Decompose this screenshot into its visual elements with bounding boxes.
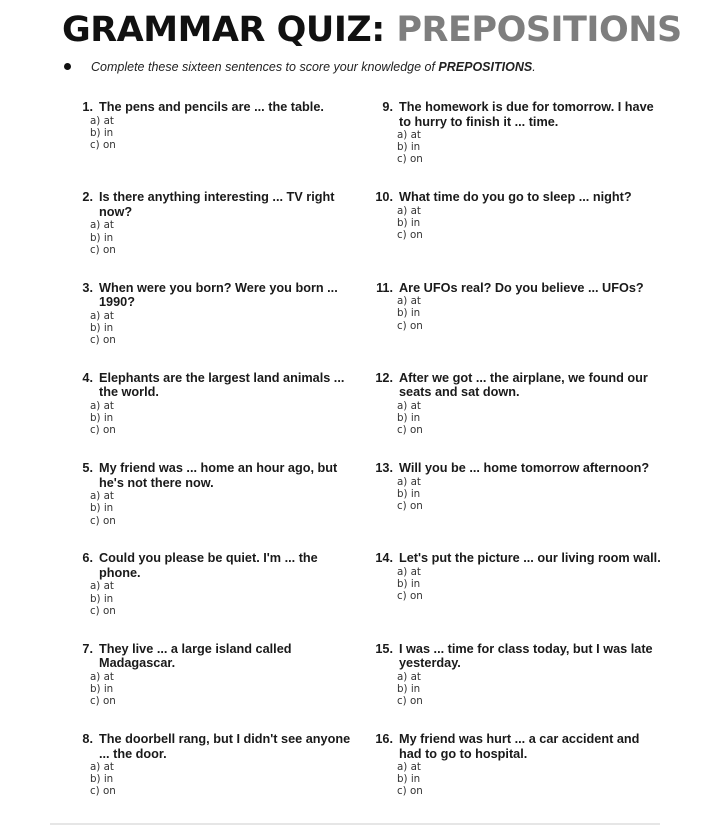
question-text: After we got ... the airplane, we found our seats and sat down. bbox=[399, 370, 648, 400]
question-header bbox=[68, 732, 360, 761]
question-column-right bbox=[365, 100, 665, 822]
question-number: 15. bbox=[375, 641, 393, 656]
question-header bbox=[365, 461, 665, 476]
question-text: When were you born? Were you born ... 1990? bbox=[99, 280, 338, 310]
answer-options bbox=[365, 476, 665, 513]
question-number: 12. bbox=[375, 370, 393, 385]
question-number: 16. bbox=[375, 732, 393, 747]
bullet-icon bbox=[64, 63, 71, 70]
page-title bbox=[62, 6, 682, 54]
answer-option[interactable]: a) at bbox=[90, 670, 114, 683]
answer-option[interactable]: b) in bbox=[397, 682, 421, 695]
answer-option[interactable]: a) at bbox=[397, 761, 421, 774]
answer-option[interactable]: a) at bbox=[397, 399, 421, 412]
answer-option[interactable]: a) at bbox=[90, 490, 114, 503]
question-text: Let's put the picture ... our living room wall. bbox=[399, 551, 661, 566]
answer-option[interactable]: b) in bbox=[90, 502, 114, 515]
question-header bbox=[68, 461, 360, 490]
question-16 bbox=[365, 732, 665, 822]
question-text: Is there anything interesting ... TV right now? bbox=[99, 190, 335, 219]
answer-options bbox=[365, 129, 665, 166]
question-text: The homework is due for tomorrow. I have to hurry to finish it ... time. bbox=[399, 100, 654, 129]
answer-option[interactable]: a) at bbox=[90, 761, 114, 774]
question-text: They live ... a large island called Madagascar. bbox=[99, 641, 292, 671]
answer-option[interactable]: c) on bbox=[90, 243, 116, 256]
question-column-left bbox=[68, 100, 360, 822]
answer-option[interactable]: c) on bbox=[90, 138, 116, 151]
answer-option[interactable]: b) in bbox=[90, 412, 114, 425]
question-header bbox=[68, 100, 360, 115]
question-header bbox=[68, 642, 360, 671]
question-header bbox=[68, 281, 360, 310]
question-text: Are UFOs real? Do you believe ... UFOs? bbox=[399, 280, 644, 295]
question-text: I was ... time for class today, but I was late yesterday. bbox=[399, 641, 653, 671]
question-11 bbox=[365, 281, 665, 371]
answer-options bbox=[68, 490, 360, 527]
answer-option[interactable]: c) on bbox=[397, 153, 423, 166]
answer-options bbox=[68, 115, 360, 152]
question-3 bbox=[68, 281, 360, 371]
question-number: 2. bbox=[82, 190, 93, 205]
answer-option[interactable]: b) in bbox=[397, 487, 421, 500]
answer-option[interactable]: a) at bbox=[397, 475, 421, 488]
answer-option[interactable]: a) at bbox=[90, 399, 114, 412]
answer-option[interactable]: c) on bbox=[90, 695, 116, 708]
answer-options bbox=[68, 580, 360, 617]
question-header bbox=[68, 551, 360, 580]
question-number: 6. bbox=[82, 551, 93, 566]
answer-option[interactable]: b) in bbox=[397, 412, 421, 425]
question-number: 5. bbox=[82, 461, 93, 476]
question-14 bbox=[365, 551, 665, 641]
answer-option[interactable]: b) in bbox=[397, 141, 421, 154]
question-7 bbox=[68, 642, 360, 732]
question-number: 4. bbox=[82, 370, 93, 385]
answer-option[interactable]: c) on bbox=[397, 229, 423, 242]
title-main: GRAMMAR QUIZ: bbox=[62, 10, 397, 50]
answer-option[interactable]: b) in bbox=[90, 126, 114, 139]
answer-options bbox=[68, 219, 360, 256]
question-5 bbox=[68, 461, 360, 551]
answer-option[interactable]: c) on bbox=[397, 424, 423, 437]
bottom-divider bbox=[50, 823, 660, 825]
answer-option[interactable]: b) in bbox=[90, 321, 114, 334]
answer-option[interactable]: a) at bbox=[90, 114, 114, 127]
question-text: My friend was ... home an hour ago, but he's not there now. bbox=[99, 461, 338, 490]
answer-options bbox=[68, 310, 360, 347]
answer-option[interactable]: b) in bbox=[397, 307, 421, 320]
answer-option[interactable]: a) at bbox=[397, 129, 421, 141]
answer-options bbox=[365, 205, 665, 242]
question-header bbox=[365, 371, 665, 400]
question-text: The doorbell rang, but I didn't see anyone ... the door. bbox=[99, 732, 351, 761]
answer-option[interactable]: a) at bbox=[397, 670, 421, 683]
answer-options bbox=[365, 671, 665, 708]
question-text: Elephants are the largest land animals ... the world. bbox=[99, 370, 345, 400]
answer-options bbox=[68, 761, 360, 798]
answer-options bbox=[68, 671, 360, 708]
answer-option[interactable]: c) on bbox=[90, 785, 116, 798]
answer-option[interactable]: a) at bbox=[397, 295, 421, 308]
question-9 bbox=[365, 100, 665, 190]
question-15 bbox=[365, 642, 665, 732]
answer-option[interactable]: c) on bbox=[397, 319, 423, 332]
question-text: Could you please be quiet. I'm ... the phone. bbox=[99, 551, 318, 580]
instructions-text: Complete these sixteen sentences to score your knowledge of bbox=[91, 60, 439, 74]
question-number: 3. bbox=[82, 280, 93, 295]
instructions-emphasis: PREPOSITIONS bbox=[438, 60, 533, 74]
question-text: The pens and pencils are ... the table. bbox=[99, 100, 324, 114]
answer-option[interactable]: b) in bbox=[397, 217, 421, 229]
question-header bbox=[68, 371, 360, 400]
question-4 bbox=[68, 371, 360, 461]
answer-option[interactable]: b) in bbox=[397, 773, 421, 786]
question-number: 8. bbox=[82, 732, 93, 747]
question-number: 9. bbox=[382, 100, 393, 114]
answer-option[interactable]: a) at bbox=[397, 204, 421, 217]
answer-options bbox=[365, 295, 665, 332]
question-header bbox=[365, 732, 665, 761]
question-header bbox=[68, 190, 360, 219]
title-topic: PREPOSITIONS bbox=[396, 10, 682, 50]
question-number: 7. bbox=[82, 641, 93, 656]
answer-option[interactable]: a) at bbox=[397, 565, 421, 578]
answer-option[interactable]: b) in bbox=[90, 773, 114, 786]
answer-option[interactable]: a) at bbox=[90, 219, 114, 232]
question-12 bbox=[365, 371, 665, 461]
question-13 bbox=[365, 461, 665, 551]
answer-option[interactable]: c) on bbox=[397, 785, 423, 798]
answer-option[interactable]: c) on bbox=[397, 500, 423, 513]
question-header bbox=[365, 100, 665, 129]
question-10 bbox=[365, 190, 665, 280]
question-number: 13. bbox=[375, 461, 393, 476]
answer-options bbox=[365, 566, 665, 603]
answer-option[interactable]: b) in bbox=[90, 682, 114, 695]
answer-option[interactable]: b) in bbox=[90, 231, 114, 244]
answer-options bbox=[68, 400, 360, 437]
answer-option[interactable]: c) on bbox=[90, 424, 116, 437]
question-header bbox=[365, 190, 665, 205]
answer-option[interactable]: a) at bbox=[90, 309, 114, 322]
question-number: 11. bbox=[376, 280, 393, 295]
answer-option[interactable]: c) on bbox=[90, 604, 116, 617]
answer-option[interactable]: a) at bbox=[90, 580, 114, 593]
instructions-end: . bbox=[532, 60, 536, 74]
instructions bbox=[64, 60, 536, 74]
answer-option[interactable]: b) in bbox=[90, 592, 114, 605]
question-text: My friend was hurt ... a car accident and had to go to hospital. bbox=[399, 732, 640, 761]
question-header bbox=[365, 281, 665, 296]
answer-option[interactable]: c) on bbox=[397, 695, 423, 708]
question-number: 14. bbox=[375, 551, 393, 566]
question-header bbox=[365, 551, 665, 566]
question-text: Will you be ... home tomorrow afternoon? bbox=[399, 461, 650, 476]
answer-option[interactable]: c) on bbox=[90, 514, 116, 527]
answer-option[interactable]: c) on bbox=[397, 590, 423, 603]
answer-options bbox=[365, 761, 665, 798]
question-header bbox=[365, 642, 665, 671]
question-6 bbox=[68, 551, 360, 641]
answer-options bbox=[365, 400, 665, 437]
answer-option[interactable]: c) on bbox=[90, 334, 116, 346]
answer-option[interactable]: b) in bbox=[397, 578, 421, 591]
question-1 bbox=[68, 100, 360, 190]
question-2 bbox=[68, 190, 360, 280]
question-text: What time do you go to sleep ... night? bbox=[399, 190, 632, 205]
question-number: 10. bbox=[375, 190, 393, 205]
question-number: 1. bbox=[82, 100, 93, 114]
question-8 bbox=[68, 732, 360, 822]
